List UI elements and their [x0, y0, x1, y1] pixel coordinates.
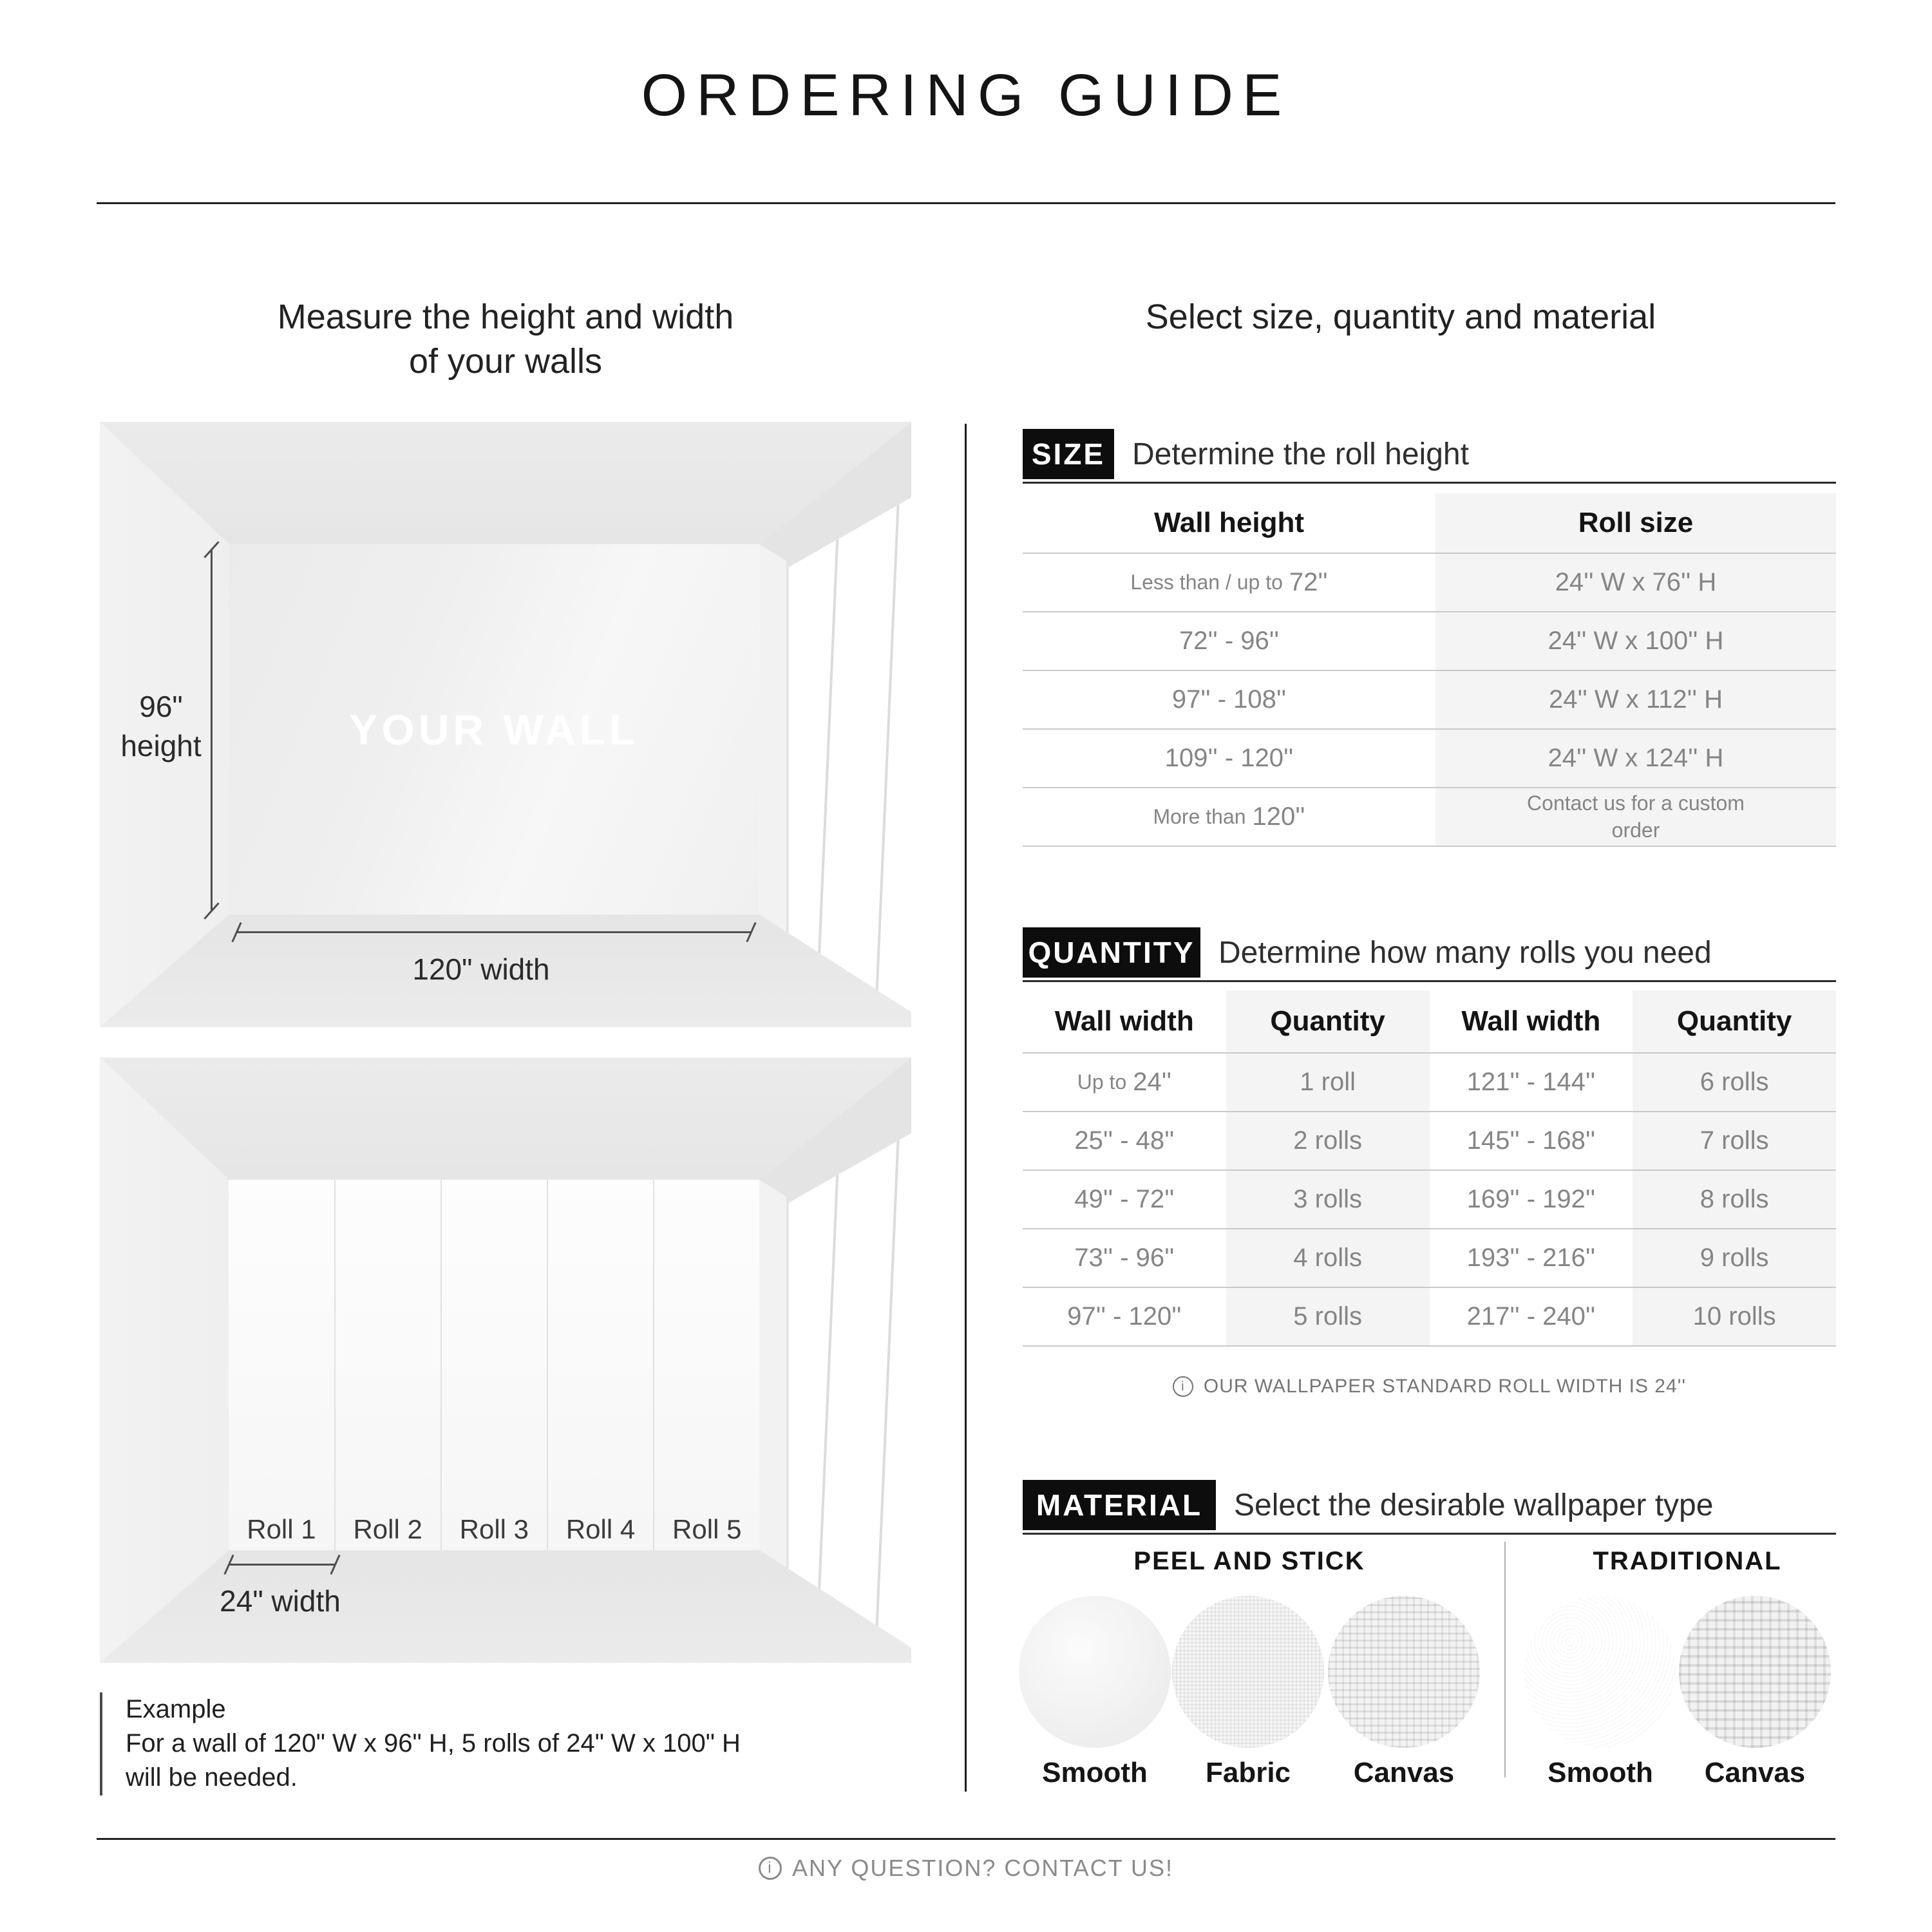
roll-label: Roll 1 — [247, 1514, 316, 1545]
fabric-texture-icon — [1172, 1596, 1324, 1748]
smooth-texture-icon — [1524, 1596, 1676, 1748]
room-diagram-measure — [100, 422, 911, 1027]
roll-panels — [229, 1180, 759, 1550]
col-wall-height: Wall height — [1153, 507, 1305, 538]
size-table-header — [1023, 493, 1836, 553]
col-quantity-2: Quantity — [1633, 990, 1836, 1052]
size-table-row: 97'' - 108'' 24'' W x 112'' H — [1023, 670, 1836, 728]
traditional-title: TRADITIONAL — [1593, 1547, 1782, 1575]
quantity-subtitle: Determine how many rolls you need — [1218, 935, 1712, 970]
roll-width-dimension-line — [229, 1564, 336, 1566]
footer-contact-text: ANY QUESTION? CONTACT US! — [791, 1855, 1174, 1881]
swatch-label: Fabric — [1205, 1757, 1291, 1788]
window-mullion — [874, 1106, 901, 1663]
swatch-label: Smooth — [1548, 1757, 1653, 1788]
swatch-traditional-canvas — [1679, 1596, 1831, 1789]
size-table-row: 109'' - 120'' 24'' W x 124'' H — [1023, 728, 1836, 787]
title-divider — [97, 202, 1835, 204]
swatch-traditional-smooth — [1524, 1596, 1676, 1789]
size-table-row: More than 120'' Contact us for a custom order — [1023, 787, 1836, 846]
quantity-table-row: 97'' - 120'' 5 rolls 217'' - 240'' 10 rolls — [1023, 1287, 1836, 1345]
col-quantity-1: Quantity — [1226, 990, 1430, 1052]
col-wall-width-2: Wall width — [1461, 1005, 1601, 1037]
material-subtitle: Select the desirable wallpaper type — [1234, 1488, 1714, 1522]
roll-label: Roll 2 — [353, 1514, 422, 1545]
canvas-texture-icon — [1679, 1596, 1831, 1748]
roll-panel — [442, 1180, 548, 1550]
swatch-label: Canvas — [1704, 1757, 1806, 1788]
example-line2: will be needed. — [126, 1763, 298, 1792]
swatch-label: Smooth — [1042, 1757, 1148, 1788]
measure-heading-line2: of your walls — [408, 342, 603, 381]
smooth-texture-icon — [1019, 1596, 1171, 1748]
quantity-divider — [1023, 980, 1836, 982]
col-wall-width-1: Wall width — [1054, 1005, 1194, 1037]
swatch-label: Canvas — [1353, 1757, 1455, 1788]
example-note — [100, 1692, 873, 1795]
swatch-peel-canvas — [1328, 1596, 1480, 1789]
window-mullion — [874, 471, 901, 1027]
roll-label: Roll 4 — [565, 1514, 636, 1545]
col-roll-size: Roll size — [1435, 493, 1836, 553]
roll-panel — [654, 1180, 759, 1550]
peel-and-stick-title: PEEL AND STICK — [1133, 1547, 1365, 1575]
roll-width-dimension-label: 24" width — [220, 1584, 341, 1618]
info-icon — [1173, 1376, 1193, 1397]
quantity-badge: QUANTITY — [1023, 927, 1200, 978]
material-badge: MATERIAL — [1023, 1480, 1216, 1530]
roll-panel — [336, 1180, 442, 1550]
column-divider — [965, 424, 967, 1792]
material-divider — [1023, 1533, 1836, 1535]
roll-panel — [548, 1180, 654, 1550]
quantity-table — [1023, 990, 1836, 1347]
page-title: ORDERING GUIDE — [641, 62, 1291, 128]
size-badge: SIZE — [1023, 429, 1114, 479]
swatch-peel-smooth — [1019, 1596, 1171, 1789]
window-mullion — [815, 471, 842, 1027]
size-table — [1023, 493, 1836, 847]
canvas-texture-icon — [1328, 1596, 1480, 1748]
quantity-table-header — [1023, 990, 1836, 1052]
size-table-row: Less than / up to 72'' 24'' W x 76'' H — [1023, 553, 1836, 611]
swatch-peel-fabric — [1172, 1596, 1324, 1789]
example-title: Example — [126, 1695, 226, 1723]
measure-heading — [100, 295, 911, 384]
quantity-table-row: 49'' - 72'' 3 rolls 169'' - 192'' 8 rolls — [1023, 1170, 1836, 1228]
your-wall-label: YOUR WALL — [349, 705, 639, 753]
window-mullion — [815, 1106, 842, 1663]
size-subtitle: Determine the roll height — [1132, 437, 1469, 471]
example-line1: For a wall of 120" W x 96" H, 5 rolls of 24" W x 100" H — [126, 1729, 741, 1758]
roll-label: Roll 3 — [459, 1514, 529, 1545]
size-table-row: 72'' - 96'' 24'' W x 100'' H — [1023, 611, 1836, 670]
select-heading: Select size, quantity and material — [1145, 298, 1656, 336]
height-dimension-label: 96" height — [120, 690, 202, 762]
roll-label: Roll 5 — [672, 1514, 742, 1545]
measure-heading-line1: Measure the height and width — [277, 298, 734, 336]
width-dimension-label: 120" width — [412, 952, 550, 986]
roll-width-note — [1023, 1376, 1836, 1397]
roll-panel — [229, 1180, 335, 1550]
size-divider — [1023, 482, 1836, 484]
info-icon — [759, 1857, 782, 1880]
quantity-table-row: 25'' - 48'' 2 rolls 145'' - 168'' 7 rolls — [1023, 1111, 1836, 1170]
quantity-table-row: Up to 24'' 1 roll 121'' - 144'' 6 rolls — [1023, 1052, 1836, 1111]
roll-width-note-text: OUR WALLPAPER STANDARD ROLL WIDTH IS 24'' — [1203, 1376, 1687, 1397]
footer-divider — [97, 1838, 1835, 1840]
quantity-table-row: 73'' - 96'' 4 rolls 193'' - 216'' 9 rolls — [1023, 1228, 1836, 1287]
room-diagram-rolls — [100, 1057, 911, 1663]
footer-contact-note — [0, 1855, 1932, 1882]
material-group-divider — [1504, 1542, 1506, 1777]
width-dimension-line — [236, 931, 752, 933]
